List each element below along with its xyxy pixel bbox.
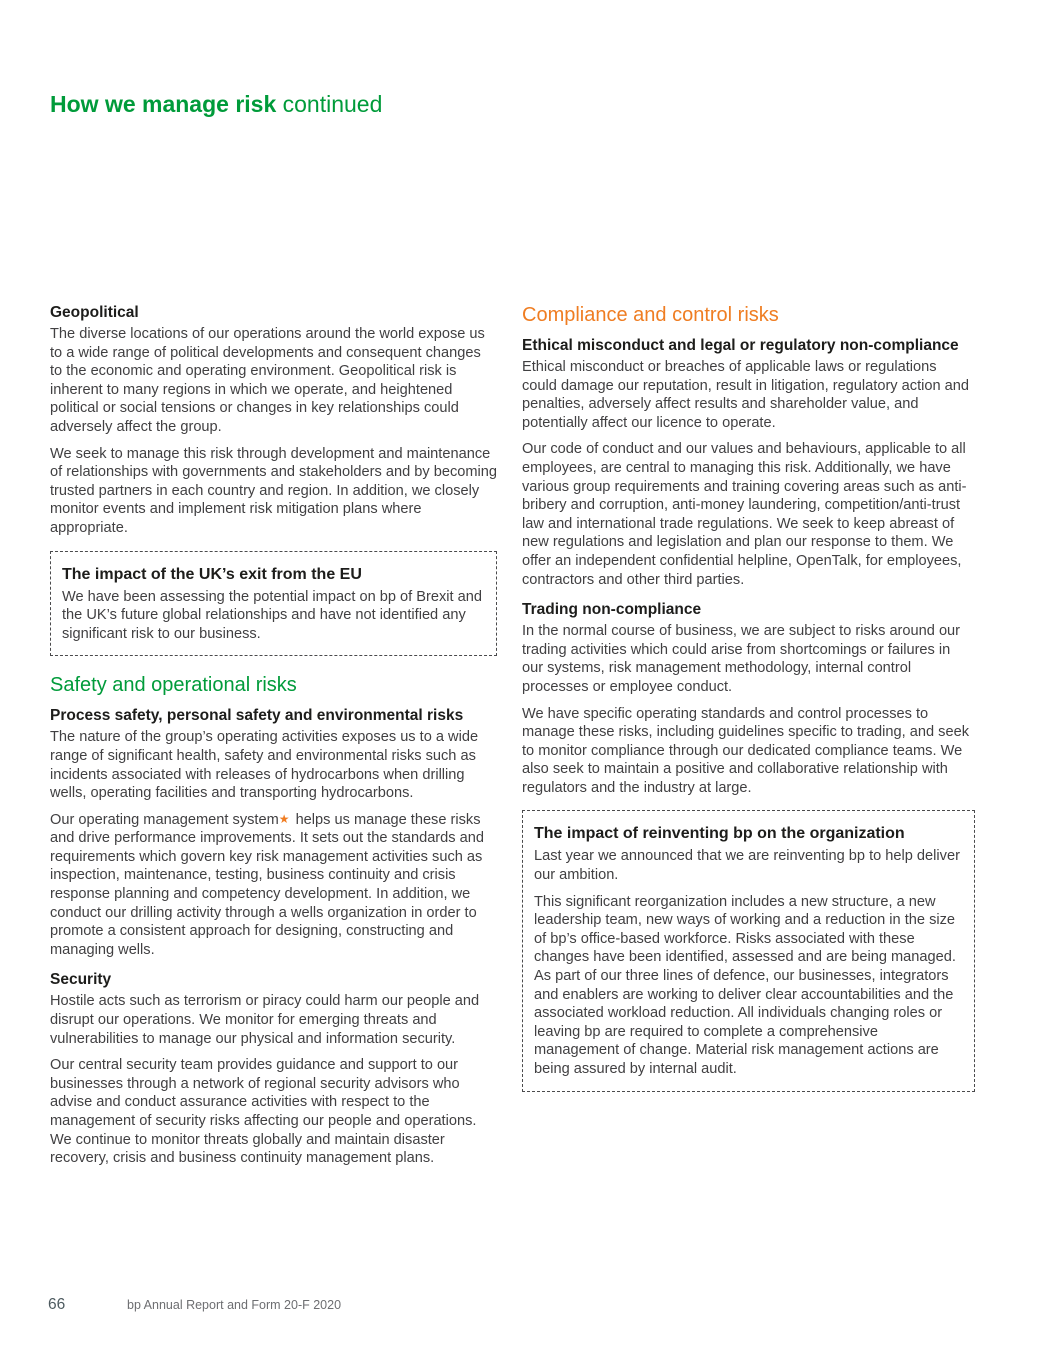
page-title-main: How we manage risk — [50, 91, 277, 117]
geopolitical-paragraph-1: The diverse locations of our operations around the world expose us to a wide range of political developments and consequent changes to the economic and operating environment. Geopolitical risk is inherent to many regions in which we operate, and heightened political or social tensions or changes in key relationships could adversely affect the group. — [50, 326, 485, 435]
two-column-content — [50, 303, 975, 1178]
oms-text-after-star: helps us manage these risks and drive performance improvements. It sets out the standards and requirements which govern key risk management activities such as inspection, maintenance, testing, business continuity and crisis response planning and competency development. In addition, we conduct our drilling activity through a wells organization in order to promote a consistent approach for designing, constructing and managing wells. — [50, 811, 484, 958]
ethical-misconduct-heading: Ethical misconduct and legal or regulatory non-compliance — [522, 337, 959, 354]
safety-operational-risks-section — [50, 673, 497, 1167]
star-icon: ★ — [278, 811, 290, 826]
left-column — [50, 303, 497, 1178]
compliance-control-risks-section — [522, 303, 975, 797]
ethical-misconduct-paragraph-2: Our code of conduct and our values and behaviours, applicable to all employees, are central to managing this risk. Additionally, we have various group requirements and training covering areas such as anti-bribery and corruption, anti-money laundering, competition/anti-trust law and international trade regulations. We seek to keep abreast of new regulations and legislation and plan our response to them. We offer an independent confidential helpline, OpenTalk, for employees, contractors and other third parties. — [522, 441, 967, 588]
reinventing-bp-paragraph-1: Last year we announced that we are reinventing bp to help deliver our ambition. — [534, 848, 960, 884]
page-title — [50, 90, 382, 118]
footer-report-title: bp Annual Report and Form 20-F 2020 — [127, 1298, 342, 1312]
compliance-section-heading: Compliance and control risks — [522, 304, 779, 326]
reinventing-bp-paragraph-2: This significant reorganization includes a new structure, a new leadership team, new ways of working and a reduction in the size of bp’s office-based workforce. Risks associated with these changes have been identified, assessed and are being managed. As part of our three lines of defence, our businesses, integrators and enablers are working to deliver clear accountabilities and the associated workload reduction. All individuals changing roles or leaving bp are required to complete a comprehensive management of change. Material risk management actions are being assured by internal audit. — [534, 893, 956, 1077]
security-paragraph-2: Our central security team provides guidance and support to our businesses through a network of regional security advisors who advise and conduct assurance activities with respect to the management of security risks affecting our people and operations. We continue to monitor threats globally and maintain disaster recovery, crisis and business continuity management plans. — [50, 1057, 477, 1167]
safety-section-heading: Safety and operational risks — [50, 674, 297, 697]
footer-page-number: 66 — [48, 1296, 66, 1313]
process-safety-heading: Process safety, personal safety and environmental risks — [50, 707, 464, 725]
trading-paragraph-1: In the normal course of business, we are subject to risks around our trading activities which could arise from shortcomings or failures in our systems, risk management methodology, internal control processes or employee conduct. — [522, 623, 961, 695]
page-title-suffix: continued — [276, 91, 383, 117]
process-safety-paragraph-2 — [50, 811, 497, 960]
reinventing-bp-impact-box — [522, 810, 975, 1091]
eu-exit-box-body: We have been assessing the potential impact on bp of Brexit and the UK’s future global relationships and have not identified any significant risk to our business. — [62, 588, 482, 642]
security-heading: Security — [50, 971, 112, 989]
geopolitical-section — [50, 303, 497, 538]
ethical-misconduct-paragraph-1: Ethical misconduct or breaches of applicable laws or regulations could damage our reputation, result in litigation, regulatory action and penalties, adversely affect results and shareholder value, and potentially affect our licence to operate. — [522, 359, 970, 431]
eu-exit-box-heading: The impact of the UK’s exit from the EU — [62, 565, 362, 583]
page-footer — [48, 1296, 341, 1314]
eu-exit-impact-box — [50, 551, 497, 657]
reinventing-bp-box-heading: The impact of reinventing bp on the organization — [534, 825, 905, 843]
right-column — [522, 303, 975, 1109]
trading-non-compliance-heading: Trading non-compliance — [522, 601, 702, 619]
trading-paragraph-2: We have specific operating standards and control processes to manage these risks, including guidelines specific to trading, and seek to monitor compliance through our dedicated compliance teams. We also seek to maintain a positive and collaborative relationship with regulators and the industry at large. — [522, 705, 969, 796]
geopolitical-heading: Geopolitical — [50, 304, 139, 321]
oms-text-before-star: Our operating management system — [50, 811, 279, 828]
security-paragraph-1: Hostile acts such as terrorism or piracy could harm our people and disrupt our operations. We monitor for emerging threats and vulnerabilities to manage our physical and information security. — [50, 993, 480, 1047]
process-safety-paragraph-1: The nature of the group’s operating activities exposes us to a wide range of significant health, safety and environmental risks such as incidents associated with releases of hydrocarbons when drilling wells, operating facilities and transporting hydrocarbons. — [50, 729, 479, 802]
geopolitical-paragraph-2: We seek to manage this risk through development and maintenance of relationships with governments and stakeholders and by becoming trusted partners in each country and region. In addition, we closely monitor events and implement risk mitigation plans where appropriate. — [50, 445, 497, 536]
